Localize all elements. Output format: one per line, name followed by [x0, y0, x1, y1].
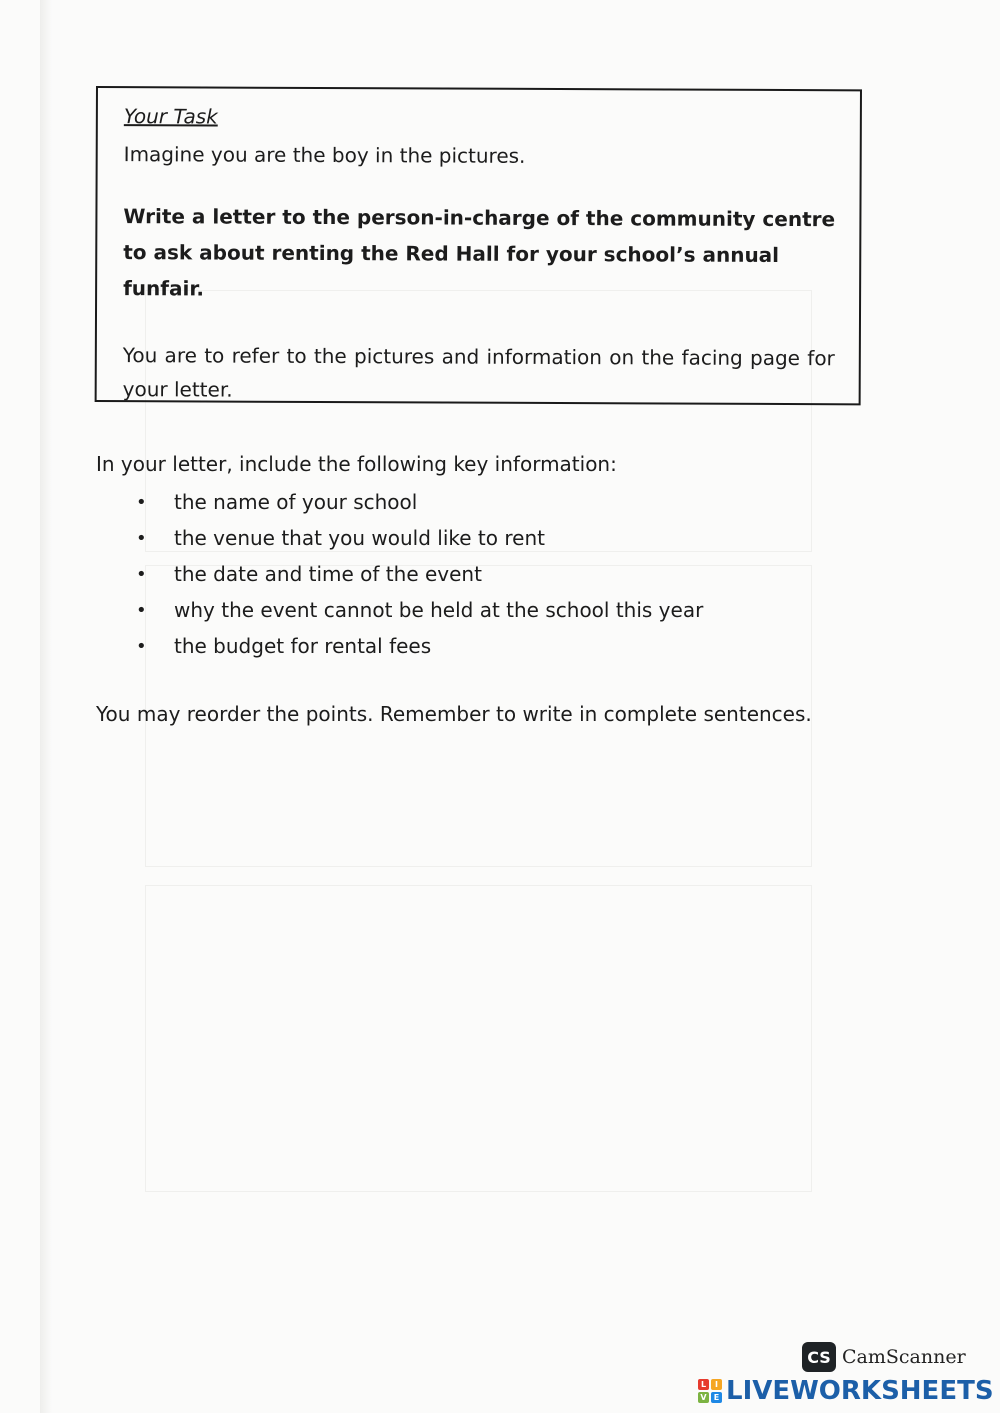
task-imagine-text: Imagine you are the boy in the pictures. — [123, 142, 526, 168]
bullet-icon: • — [136, 527, 147, 549]
list-item — [136, 520, 703, 556]
logo-block: V — [698, 1392, 709, 1403]
logo-block: E — [711, 1392, 722, 1403]
task-heading: Your Task — [123, 104, 218, 129]
key-info-list — [136, 484, 703, 664]
bullet-icon: • — [136, 635, 147, 657]
list-item-text: the venue that you would like to rent — [174, 526, 545, 550]
show-through-panel — [145, 885, 812, 1192]
list-item-text: the name of your school — [174, 490, 418, 514]
bullet-icon: • — [136, 563, 147, 585]
bullet-icon: • — [136, 599, 147, 621]
list-item-text: the budget for rental fees — [174, 634, 432, 658]
list-item — [136, 628, 703, 664]
liveworksheets-watermark — [698, 1376, 994, 1406]
list-item-text: the date and time of the event — [174, 562, 482, 586]
list-item — [136, 556, 703, 592]
logo-block: L — [698, 1379, 709, 1390]
task-instruction: Write a letter to the person-in-charge of the community centre to ask about renting the Red Hall for your school’s annual funfair. — [123, 204, 836, 301]
bullet-icon: • — [136, 491, 147, 513]
liveworksheets-name: LIVEWORKSHEETS — [726, 1376, 994, 1406]
list-item-text: why the event cannot be held at the school this year — [174, 598, 704, 622]
task-box — [95, 86, 862, 405]
task-refer-text: You are to refer to the pictures and information on the facing page for your letter. — [122, 343, 835, 402]
scan-page-edge — [40, 0, 52, 1413]
liveworksheets-logo-icon — [698, 1379, 722, 1403]
list-item — [136, 484, 703, 520]
key-info-intro: In your letter, include the following key information: — [96, 452, 617, 476]
logo-block: I — [711, 1379, 722, 1390]
list-item — [136, 592, 703, 628]
camscanner-name: CamScanner — [842, 1346, 966, 1368]
camscanner-watermark — [802, 1342, 966, 1372]
camscanner-logo-icon: CS — [802, 1342, 836, 1372]
closing-instruction: You may reorder the points. Remember to write in complete sentences. — [96, 702, 812, 726]
